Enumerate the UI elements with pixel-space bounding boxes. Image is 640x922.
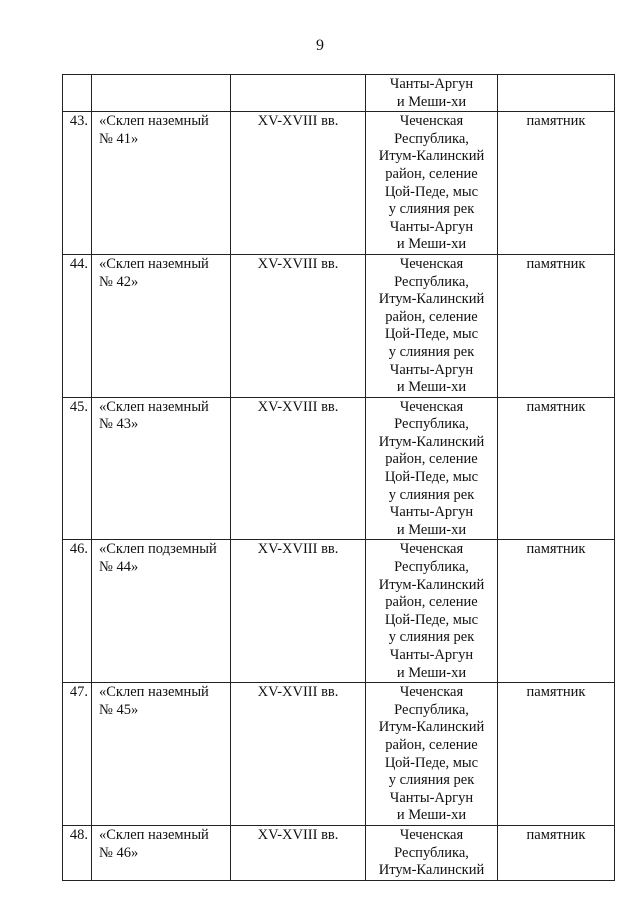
location-line: Итум-Калинский <box>378 291 485 308</box>
location-line: Чанты-Аргун <box>389 504 474 521</box>
location-line: район, селение <box>385 165 478 182</box>
location-line: район, селение <box>385 308 478 325</box>
table-row <box>63 112 615 255</box>
name-cell <box>92 75 231 112</box>
object-name <box>92 540 231 683</box>
object-name-line: № 44» <box>99 559 139 576</box>
location-line: и Меши-хи <box>396 93 467 110</box>
location-line: Цой-Педе, мыс <box>384 326 479 343</box>
location-line: у слияния рек <box>388 772 475 789</box>
location-line: район, селение <box>385 451 478 468</box>
location-line: Чанты-Аргун <box>389 218 474 235</box>
location-line: Чеченская <box>399 541 464 558</box>
location-line: Республика, <box>394 559 469 576</box>
location <box>366 825 498 880</box>
category: памятник <box>498 112 615 255</box>
location-line: Цой-Педе, мыс <box>384 754 479 771</box>
object-name-line: «Склеп наземный <box>99 398 209 415</box>
location-line: район, селение <box>385 736 478 753</box>
row-number: 48. <box>63 825 92 880</box>
location-line: у слияния рек <box>388 343 475 360</box>
location-line: район, селение <box>385 594 478 611</box>
row-number: 43. <box>63 112 92 255</box>
location-cell <box>366 75 498 112</box>
location-line: Чеченская <box>399 826 464 843</box>
location-line: Республика, <box>394 844 469 861</box>
location-line: Республика, <box>394 273 469 290</box>
location-line: у слияния рек <box>388 486 475 503</box>
location-line: Республика, <box>394 130 469 147</box>
object-name-line: «Склеп наземный <box>99 826 209 843</box>
location-line: и Меши-хи <box>396 236 467 253</box>
location-line: Чеченская <box>399 113 464 130</box>
continuation-row <box>63 75 615 112</box>
location-line: Чеченская <box>399 684 464 701</box>
registry-table-body <box>63 75 615 881</box>
table-row <box>63 540 615 683</box>
location-line: Итум-Калинский <box>378 719 485 736</box>
object-name-line: № 45» <box>99 701 139 718</box>
location-line: Цой-Педе, мыс <box>384 611 479 628</box>
location-line: Итум-Калинский <box>378 148 485 165</box>
object-name <box>92 112 231 255</box>
object-name-line: № 46» <box>99 844 139 861</box>
category: памятник <box>498 397 615 540</box>
location-line: Чанты-Аргун <box>389 361 474 378</box>
dating: XV-XVIII вв. <box>231 254 366 397</box>
object-name-line: «Склеп подземный <box>99 541 217 558</box>
page-number: 9 <box>316 37 324 54</box>
object-name-line: «Склеп наземный <box>99 113 209 130</box>
table-row <box>63 254 615 397</box>
row-number: 46. <box>63 540 92 683</box>
location-line: Итум-Калинский <box>378 433 485 450</box>
dating: XV-XVIII вв. <box>231 112 366 255</box>
date-cell <box>231 75 366 112</box>
location-line: Чанты-Аргун <box>389 76 474 92</box>
location-line: и Меши-хи <box>396 664 467 681</box>
dating: XV-XVIII вв. <box>231 397 366 540</box>
location-line: Республика, <box>394 416 469 433</box>
location-line: и Меши-хи <box>396 379 467 396</box>
heritage-registry-table <box>62 74 615 881</box>
object-name <box>92 254 231 397</box>
dating: XV-XVIII вв. <box>231 825 366 880</box>
location-line: Чеченская <box>399 398 464 415</box>
table-row <box>63 825 615 880</box>
location <box>366 397 498 540</box>
category: памятник <box>498 825 615 880</box>
category-cell <box>498 75 615 112</box>
table-row <box>63 683 615 826</box>
location-line: Цой-Педе, мыс <box>384 183 479 200</box>
location-line: и Меши-хи <box>396 521 467 538</box>
category: памятник <box>498 254 615 397</box>
location-line: Чанты-Аргун <box>389 789 474 806</box>
location <box>366 112 498 255</box>
object-name-line: № 41» <box>99 130 139 147</box>
category: памятник <box>498 683 615 826</box>
row-number: 44. <box>63 254 92 397</box>
row-number: 45. <box>63 397 92 540</box>
location-line: Цой-Педе, мыс <box>384 469 479 486</box>
dating: XV-XVIII вв. <box>231 540 366 683</box>
dating: XV-XVIII вв. <box>231 683 366 826</box>
location-line: у слияния рек <box>388 629 475 646</box>
location-line: Итум-Калинский <box>378 862 485 879</box>
object-name-line: «Склеп наземный <box>99 684 209 701</box>
object-name <box>92 825 231 880</box>
location-line: Итум-Калинский <box>378 576 485 593</box>
location-line: у слияния рек <box>388 201 475 218</box>
location <box>366 254 498 397</box>
num-cell <box>63 75 92 112</box>
object-name-line: № 42» <box>99 273 139 290</box>
location-line: и Меши-хи <box>396 807 467 824</box>
location <box>366 683 498 826</box>
location-line: Чеченская <box>399 255 464 272</box>
category: памятник <box>498 540 615 683</box>
location-line: Республика, <box>394 701 469 718</box>
object-name-line: № 43» <box>99 416 139 433</box>
table-row <box>63 397 615 540</box>
object-name-line: «Склеп наземный <box>99 255 209 272</box>
object-name <box>92 397 231 540</box>
location-line: Чанты-Аргун <box>389 647 474 663</box>
object-name <box>92 683 231 826</box>
location <box>366 540 498 683</box>
row-number: 47. <box>63 683 92 826</box>
